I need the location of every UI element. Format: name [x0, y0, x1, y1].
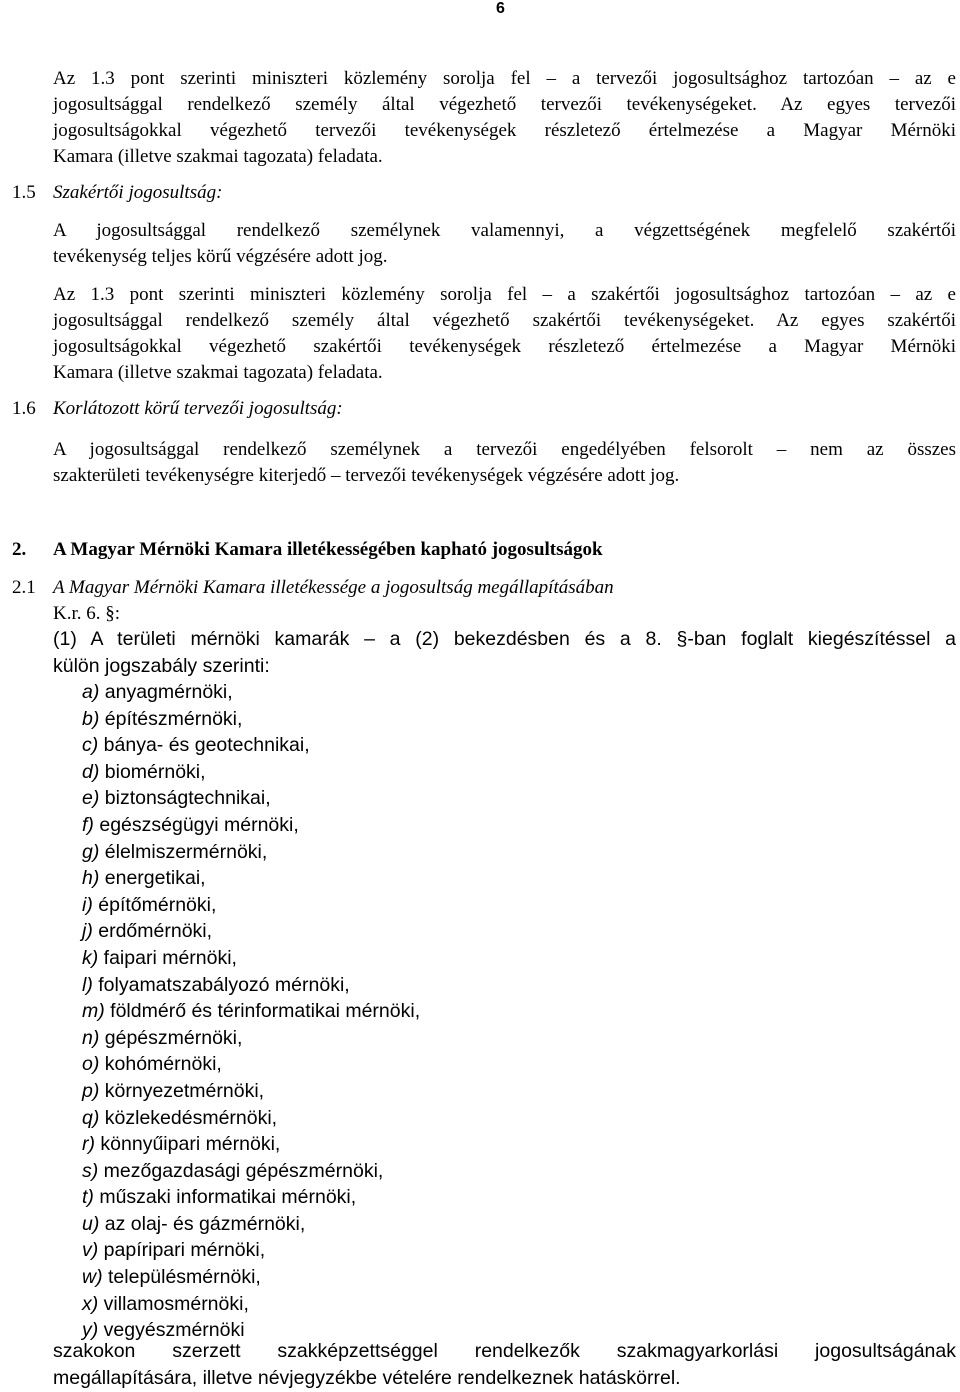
list-letter: c): [82, 734, 99, 757]
list-letter: h): [82, 867, 100, 890]
paragraph-szakertoi-jog: [53, 218, 956, 270]
section-number: 2.: [12, 539, 27, 560]
paragraph-hataskor: [53, 1338, 956, 1391]
list-text: élelmiszermérnöki,: [104, 840, 268, 863]
text-line: Az 1.3 pont szerinti miniszteri közlemény sorolja fel – a szakértői jogosultsághoz tartozóan – az e: [53, 284, 956, 305]
list-text: villamosmérnöki,: [103, 1292, 249, 1315]
list-item: [82, 1158, 420, 1185]
list-text: műszaki informatikai mérnöki,: [99, 1186, 357, 1209]
list-text: folyamatszabályozó mérnöki,: [98, 973, 350, 996]
list-letter: j): [82, 920, 93, 943]
list-item: [82, 1025, 420, 1052]
list-letter: v): [82, 1239, 99, 1262]
list-text: energetikai,: [104, 867, 206, 890]
list-letter: k): [82, 946, 99, 969]
list-item: [82, 1051, 420, 1078]
section-number: 1.6: [12, 398, 36, 419]
text-line: jogosultságokkal végezhető szakértői tevékenységek részletező értelmezése a Magyar Mérnöki: [53, 336, 956, 357]
list-text: mezőgazdasági gépészmérnöki,: [103, 1159, 384, 1182]
list-item: [82, 812, 420, 839]
list-letter: r): [82, 1133, 95, 1156]
list-letter: w): [82, 1266, 103, 1289]
list-item: [82, 945, 420, 972]
list-item: [82, 1078, 420, 1105]
section-number: 1.5: [12, 182, 36, 203]
list-text: anyagmérnöki,: [104, 681, 233, 703]
paragraph-teruleti-kamarak: [53, 626, 956, 679]
list-item: [82, 918, 420, 945]
list-text: biztonságtechnikai,: [104, 787, 271, 810]
list-item: [82, 732, 420, 759]
list-letter: t): [82, 1186, 94, 1209]
text-line: tevékenység teljes körű végzésére adott jog.: [53, 246, 388, 267]
text-line: külön jogszabály szerinti:: [53, 654, 270, 677]
text-line: A jogosultsággal rendelkező személynek valamennyi, a végzettségének megfelelő szakértői: [53, 220, 956, 241]
section-title: Szakértői jogosultság:: [53, 182, 223, 203]
list-letter: o): [82, 1053, 100, 1076]
section-title: A Magyar Mérnöki Kamara illetékessége a jogosultság megállapításában: [53, 577, 614, 598]
list-text: környezetmérnöki,: [104, 1079, 265, 1102]
list-letter: f): [82, 813, 94, 836]
list-text: vegyészmérnöki: [103, 1319, 245, 1342]
list-letter: y): [82, 1319, 99, 1342]
list-text: építőmérnöki,: [98, 893, 217, 916]
list-item: [82, 865, 420, 892]
list-item: [82, 1264, 420, 1291]
list-text: bánya- és geotechnikai,: [103, 734, 310, 757]
list-text: egészségügyi mérnöki,: [99, 813, 299, 836]
list-letter: i): [82, 893, 93, 916]
list-item: [82, 1211, 420, 1238]
list-letter: s): [82, 1159, 99, 1182]
text-line: jogosultságokkal végezhető tervezői tevékenységek részletező értelmezése a Magyar Mérnöki: [53, 120, 956, 141]
text-line: szakterületi tevékenységre kiterjedő – tervezői tevékenységek végzésére adott jog.: [53, 465, 680, 486]
list-item: [82, 706, 420, 733]
list-item: [82, 1291, 420, 1318]
page-number: 6: [496, 0, 505, 17]
list-letter: a): [82, 681, 100, 703]
list-letter: x): [82, 1292, 99, 1315]
text-line: (1) A területi mérnöki kamarák – a (2) bekezdésben és a 8. §-ban foglalt kiegészítéssel a: [53, 628, 956, 650]
paragraph-korlatozott-jog: [53, 437, 956, 489]
list-text: könnyűipari mérnöki,: [100, 1133, 281, 1156]
text-line: jogosultsággal rendelkező személy által végezhető tervezői tevékenységeket. Az egyes tervezői: [53, 94, 956, 115]
list-text: papíripari mérnöki,: [103, 1239, 266, 1262]
list-text: erdőmérnöki,: [98, 920, 213, 943]
specialty-list: [82, 679, 420, 1344]
list-letter: n): [82, 1026, 100, 1049]
list-text: az olaj- és gázmérnöki,: [104, 1212, 306, 1235]
list-item: [82, 1184, 420, 1211]
list-letter: m): [82, 1000, 105, 1023]
list-letter: b): [82, 707, 100, 730]
list-text: kohómérnöki,: [104, 1053, 222, 1076]
list-text: földmérő és térinformatikai mérnöki,: [110, 1000, 421, 1023]
text-line: jogosultsággal rendelkező személy által végezhető szakértői tevékenységeket. Az egyes szakértői: [53, 310, 956, 331]
list-text: közlekedésmérnöki,: [104, 1106, 278, 1129]
text-line: A jogosultsággal rendelkező személynek a tervezői engedélyében felsorolt – nem az összes: [53, 439, 956, 460]
list-item: [82, 1237, 420, 1264]
list-letter: q): [82, 1106, 100, 1129]
list-item: [82, 972, 420, 999]
list-item: [82, 679, 420, 706]
section-number: 2.1: [12, 577, 36, 598]
list-letter: g): [82, 840, 100, 863]
list-letter: e): [82, 787, 100, 810]
list-item: [82, 1131, 420, 1158]
list-letter: l): [82, 973, 93, 996]
list-item: [82, 839, 420, 866]
list-letter: d): [82, 760, 100, 783]
list-item: [82, 1105, 420, 1132]
list-item: [82, 759, 420, 786]
list-text: építészmérnöki,: [104, 707, 243, 730]
list-item: [82, 785, 420, 812]
list-letter: p): [82, 1079, 100, 1102]
text-line: megállapítására, illetve névjegyzékbe vételére rendelkeznek hatáskörrel.: [53, 1366, 681, 1389]
list-item: [82, 998, 420, 1025]
list-text: faipari mérnöki,: [103, 946, 237, 969]
paragraph-tervezoi-tevekenysegek: [53, 66, 956, 170]
list-item: [82, 892, 420, 919]
section-heading: A Magyar Mérnöki Kamara illetékességében kapható jogosultságok: [53, 539, 603, 560]
list-letter: u): [82, 1212, 100, 1235]
legal-reference: K.r. 6. §:: [53, 603, 121, 624]
list-text: gépészmérnöki,: [104, 1026, 243, 1049]
text-line: Az 1.3 pont szerinti miniszteri közlemény sorolja fel – a tervezői jogosultsághoz tartozóan – az e: [53, 68, 956, 89]
list-text: településmérnöki,: [108, 1266, 261, 1289]
section-title: Korlátozott körű tervezői jogosultság:: [53, 398, 343, 419]
text-line: Kamara (illetve szakmai tagozata) feladata.: [53, 362, 383, 383]
text-line: szakokon szerzett szakképzettséggel rendelkezők szakmagyarkorlási jogosultságának: [53, 1340, 956, 1362]
paragraph-szakertoi-tevekenysegek: [53, 282, 956, 386]
text-line: Kamara (illetve szakmai tagozata) feladata.: [53, 146, 383, 167]
list-text: biomérnöki,: [104, 760, 206, 783]
